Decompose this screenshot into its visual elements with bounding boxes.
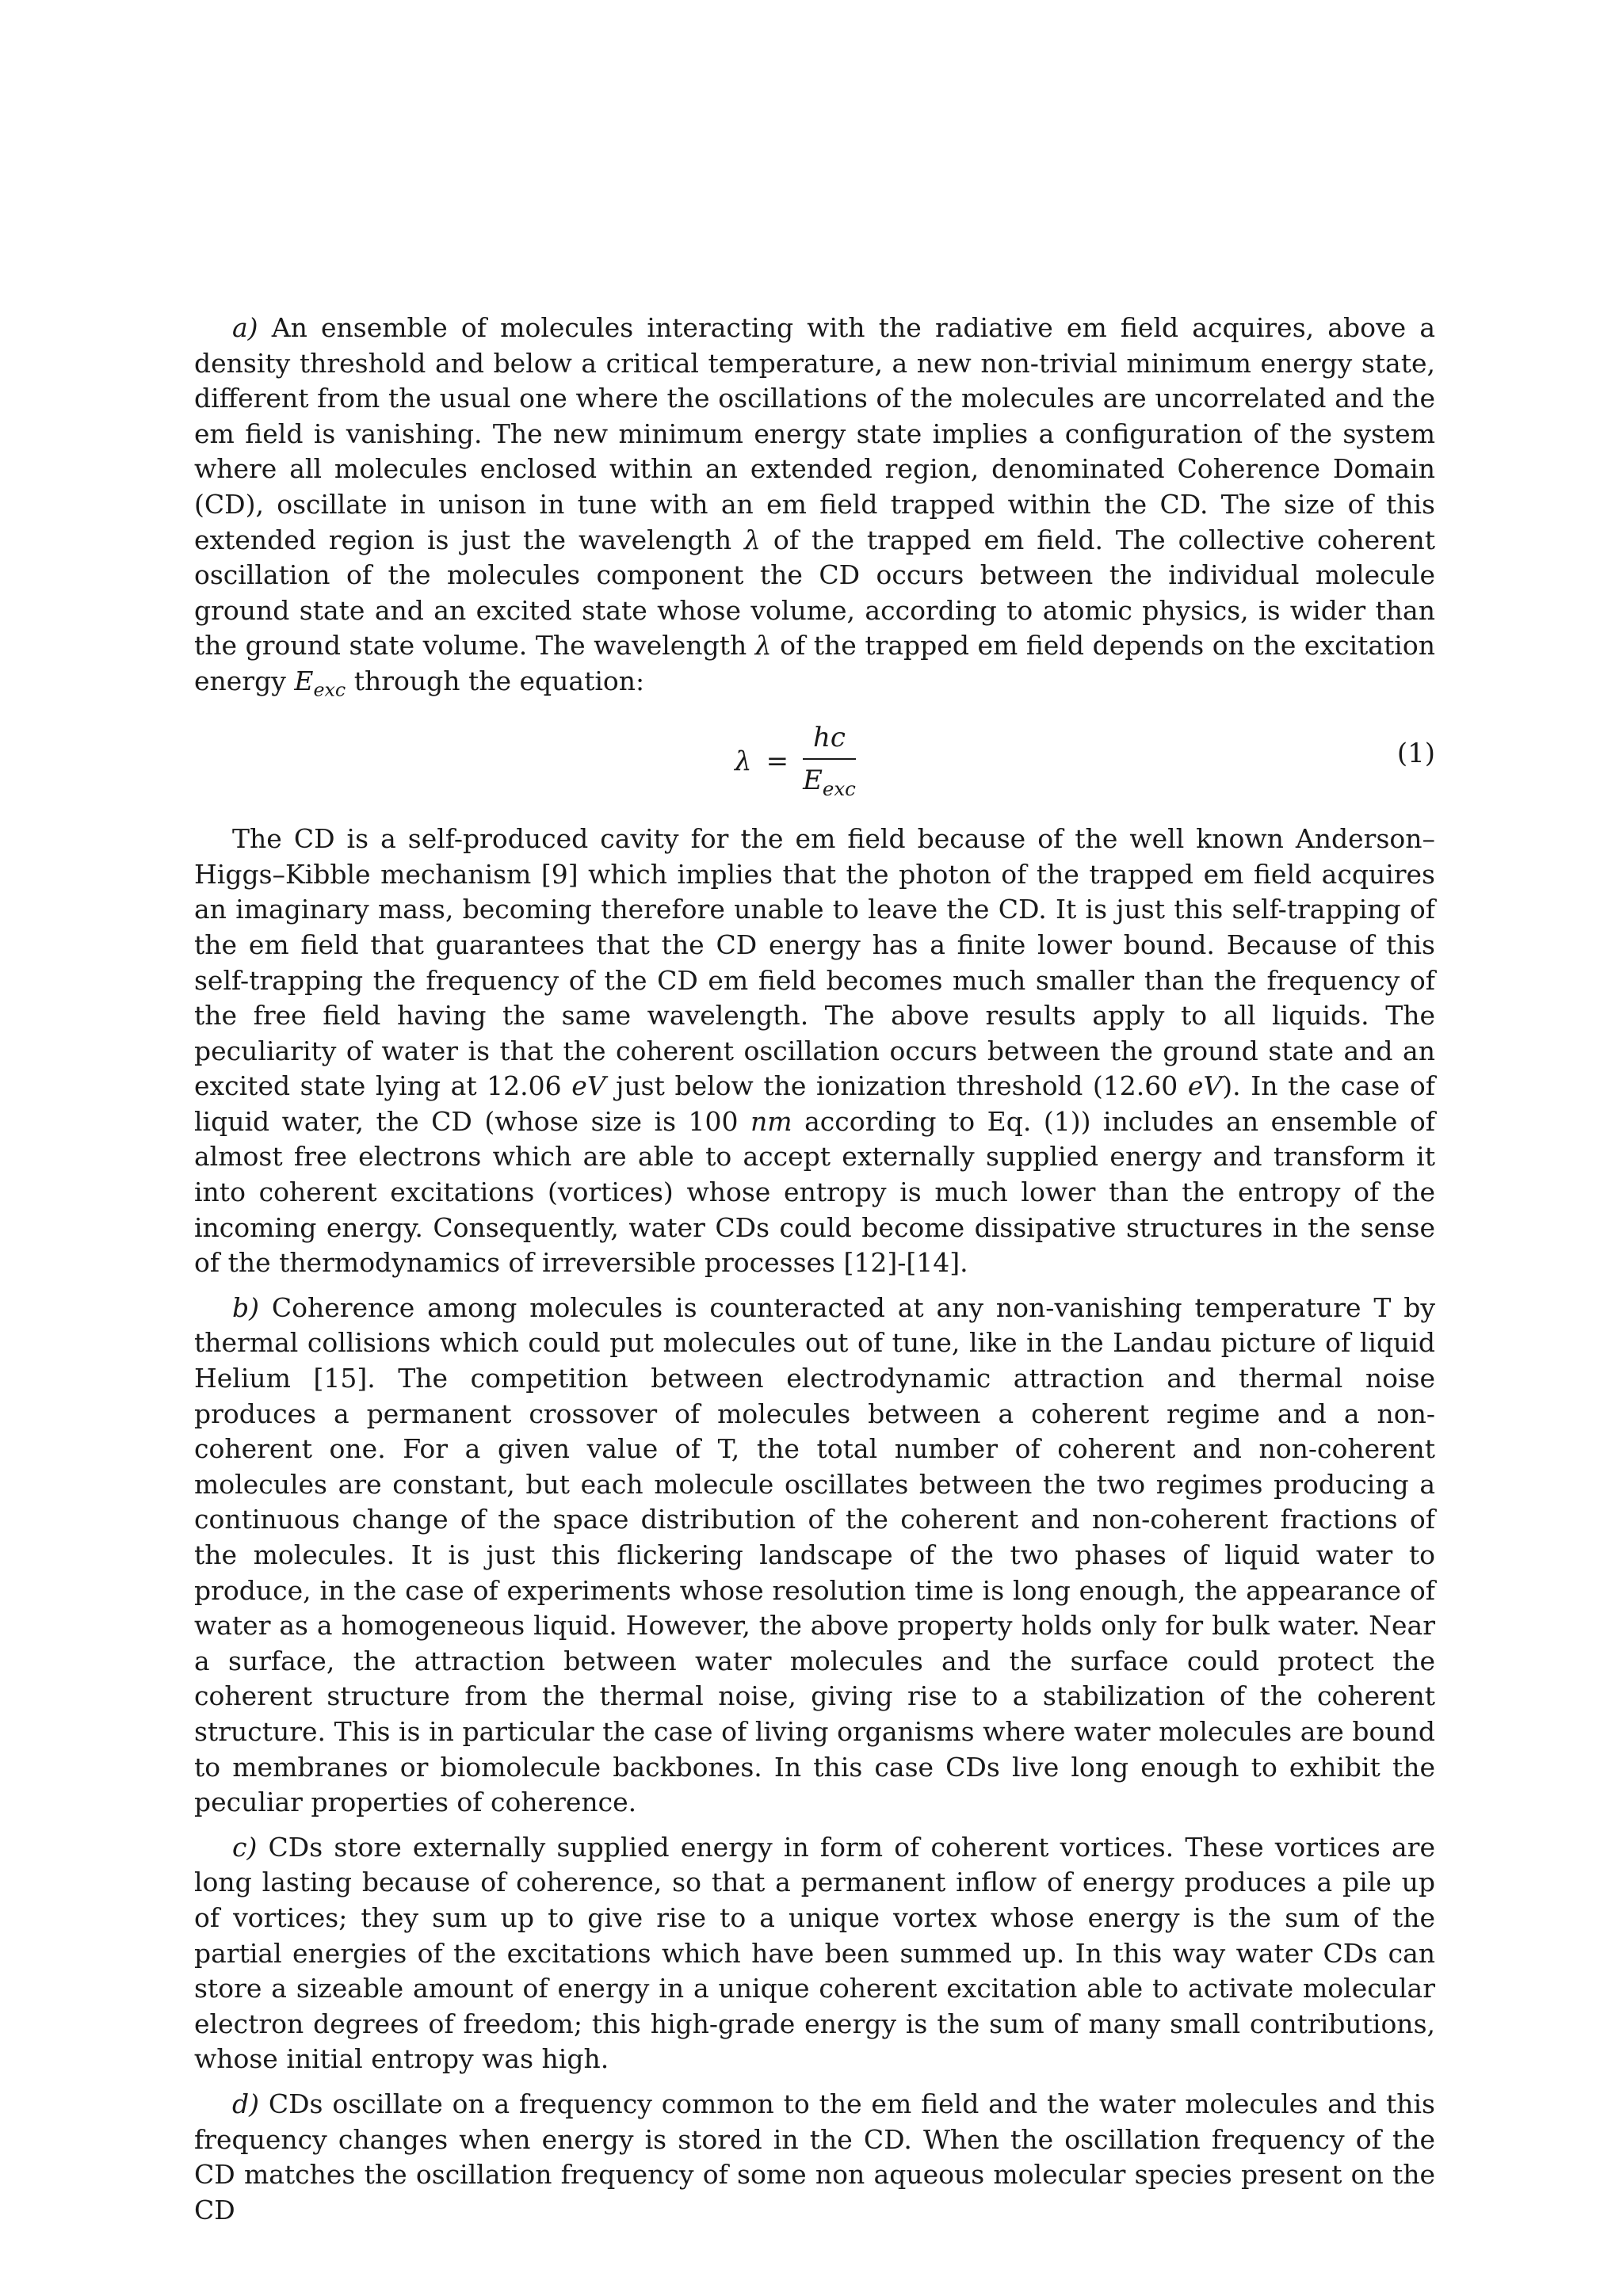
unit-ev: eV — [571, 1070, 606, 1102]
equation-equals: = — [766, 745, 789, 777]
paragraph-d-text: CDs oscillate on a frequency common to the em field and the water molecules and this frequency changes when energy is stored in the CD. When the oscillation frequency of the CD matches the oscillation frequency of some non aqueous molecular species present on the CD — [194, 2088, 1435, 2225]
paragraph-c-text: CDs store externally supplied energy in form of coherent vortices. These vortices are long lasting because of coherence, so that a permanent inflow of energy produces a pile up of vortices; they sum up to give rise to a unique vortex whose energy is the sum of the partial energies of the excitations which have been summed up. In this way water CDs can store a sizeable amount of energy in a unique coherent excitation able to activate molecular electron degrees of freedom; this high-grade energy is the sum of many small contributions, whose initial entropy was high. — [194, 1831, 1435, 2075]
paragraph-a-text-2: of the trapped em field. The collective coherent oscillation of the molecules component the CD occurs between the individual molecule ground state and an excited state whose volume, according to atomic physics, is wider than the ground state volume. The wavelength — [194, 524, 1435, 662]
item-label-c: c) — [232, 1831, 258, 1863]
item-label-d: d) — [232, 2088, 259, 2119]
lambda-symbol: λ — [754, 630, 772, 662]
paragraph-d — [194, 2087, 1435, 2228]
item-label-a: a) — [232, 312, 258, 343]
paragraph-cd-text-2: just below the ionization threshold (12.60 — [605, 1070, 1188, 1102]
equation-1 — [194, 717, 1435, 810]
energy-symbol: E — [294, 665, 314, 696]
equation-fraction — [803, 722, 856, 800]
page-body — [194, 311, 1435, 2237]
paragraph-cd — [194, 822, 1435, 1281]
energy-subscript: exc — [313, 678, 346, 701]
lambda-symbol: λ — [744, 524, 761, 555]
denominator-base: E — [803, 765, 823, 797]
paragraph-c — [194, 1830, 1435, 2077]
paragraph-a-text: An ensemble of molecules interacting with the radiative em field acquires, above a density threshold and below a critical temperature, a new non-trivial minimum energy state, different from the usual one where the oscillations of the molecules are uncorrelated and the em field is vanishing. The new minimum energy state implies a configuration of the system where all molecules enclosed within an extended region, denominated Coherence Domain (CD), oscillate in unison in tune with an em field trapped within the CD. The size of this extended region is just the wavelength — [194, 312, 1435, 555]
paragraph-b — [194, 1291, 1435, 1821]
paragraph-cd-text-4: according to Eq. (1)) includes an ensemble of almost free electrons which are able to accept externally supplied energy and transform it into coherent excitations (vortices) whose entropy is much lower than the entropy of the incoming energy. Consequently, water CDs could become dissipative structures in the sense of the thermodynamics of irreversible processes [12]-[14]. — [194, 1105, 1435, 1279]
equation-body — [735, 722, 856, 800]
paragraph-a-text-4: through the equation: — [346, 665, 645, 696]
unit-nm: nm — [750, 1105, 792, 1137]
fraction-numerator: hc — [812, 722, 846, 754]
fraction-denominator — [803, 760, 856, 800]
paragraph-a-text-3: of the trapped em field depends on the excitation energy — [194, 630, 1435, 696]
item-label-b: b) — [232, 1291, 259, 1323]
equation-number: (1) — [1396, 738, 1435, 770]
unit-ev: eV — [1187, 1070, 1223, 1102]
paragraph-a — [194, 311, 1435, 707]
paragraph-cd-text: The CD is a self-produced cavity for the em field because of the well known Anderson–Higgs–Kibble mechanism [9] which implies that the photon of the trapped em field acquires an imaginary mass, becoming therefore unable to leave the CD. It is just this self-trapping of the em field that guarantees that the CD energy has a finite lower bound. Because of this self-trapping the frequency of the CD em field becomes much smaller than the frequency of the free field having the same wavelength. The above results apply to all liquids. The peculiarity of water is that the coherent oscillation occurs between the ground state and an excited state lying at 12.06 — [194, 823, 1435, 1102]
paragraph-b-text: Coherence among molecules is counteracted at any non-vanishing temperature T by thermal collisions which could put molecules out of tune, like in the Landau picture of liquid Helium [15]. The competition between electrodynamic attraction and thermal noise produces a permanent crossover of molecules between a coherent regime and a non-coherent one. For a given value of T, the total number of coherent and non-coherent molecules are constant, but each molecule oscillates between the two regimes producing a continuous change of the space distribution of the coherent and non-coherent fractions of the molecules. It is just this flickering landscape of the two phases of liquid water to produce, in the case of experiments whose resolution time is long enough, the appearance of water as a homogeneous liquid. However, the above property holds only for bulk water. Near a surface, the attraction between water molecules and the surface could protect the coherent structure from the thermal noise, giving rise to a stabilization of the coherent structure. This is in particular the case of living organisms where water molecules are bound to membranes or biomolecule backbones. In this case CDs live long enough to exhibit the peculiar properties of coherence. — [194, 1291, 1435, 1818]
denominator-subscript: exc — [822, 776, 856, 800]
paragraph-cd-text-3: ). In the case of liquid water, the CD (whose size is 100 — [194, 1070, 1435, 1137]
equation-lhs: λ — [735, 745, 752, 777]
